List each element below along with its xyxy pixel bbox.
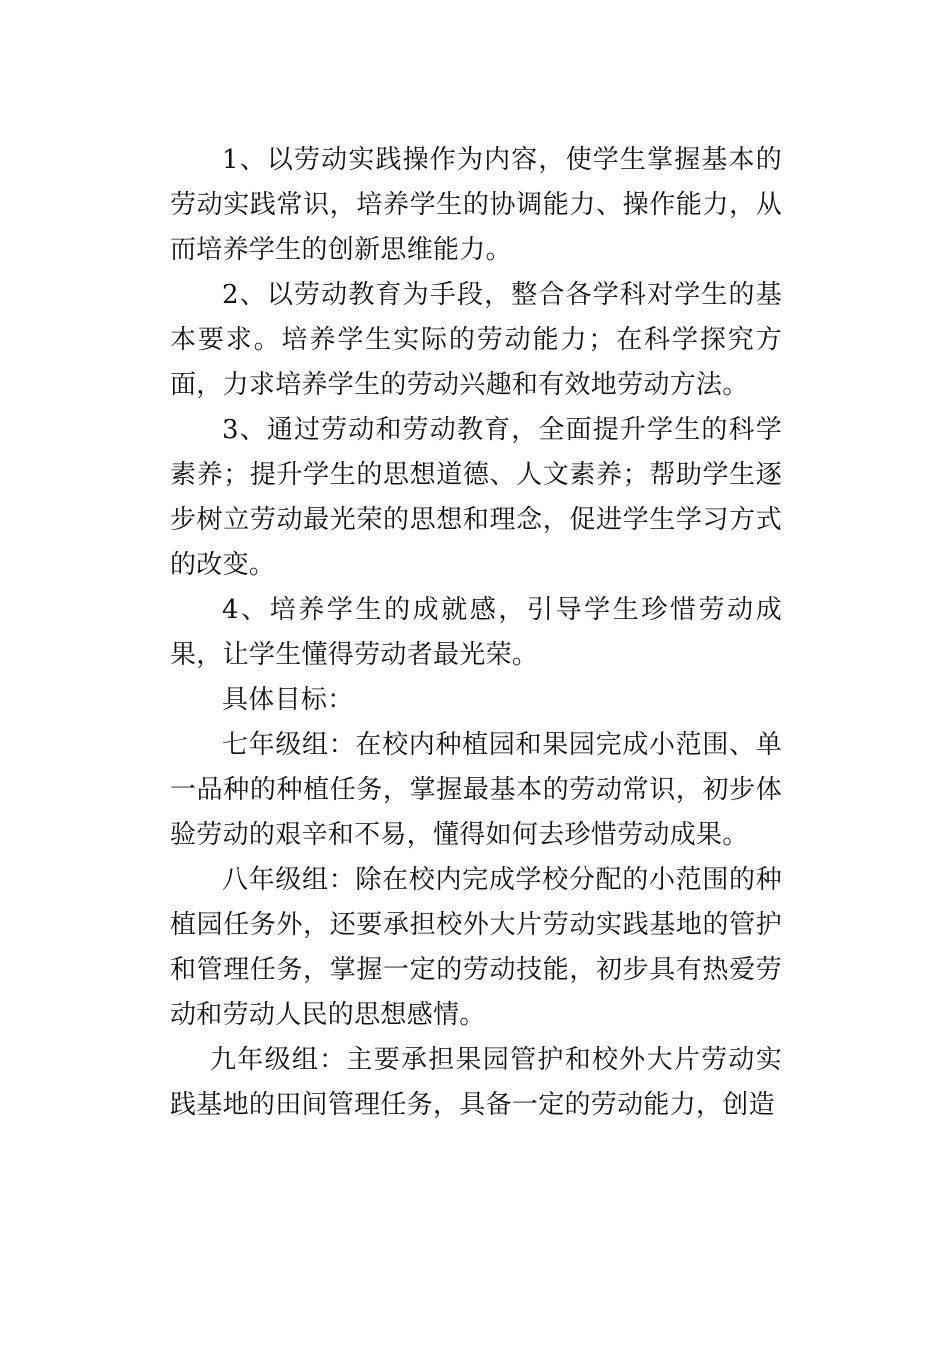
goal-paragraph-3: 3、通过劳动和劳动教育，全面提升学生的科学素养；提升学生的思想道德、人文素养；帮助学生逐步树立劳动最光荣的思想和理念，促进学生学习方式的改变。: [170, 415, 782, 580]
grade-9-paragraph: 九年级组：主要承担果园管护和校外大片劳动实践基地的田间管理任务，具备一定的劳动能力，创造: [170, 1045, 782, 1120]
grade-8-paragraph: 八年级组：除在校内完成学校分配的小范围的种植园任务外，还要承担校外大片劳动实践基地的管护和管理任务，掌握一定的劳动技能，初步具有热爱劳动和劳动人民的思想感情。: [170, 865, 782, 1030]
goal-paragraph-1: 1、以劳动实践操作为内容，使学生掌握基本的劳动实践常识，培养学生的协调能力、操作能力，从而培养学生的创新思维能力。: [170, 145, 782, 265]
specific-goals-heading: 具体目标：: [222, 685, 354, 715]
goal-paragraph-2: 2、以劳动教育为手段，整合各学科对学生的基本要求。培养学生实际的劳动能力；在科学探究方面，力求培养学生的劳动兴趣和有效地劳动方法。: [170, 280, 782, 400]
goal-paragraph-4: 4、培养学生的成就感，引导学生珍惜劳动成果，让学生懂得劳动者最光荣。: [170, 595, 782, 670]
grade-7-paragraph: 七年级组：在校内种植园和果园完成小范围、单一品种的种植任务，掌握最基本的劳动常识，初步体验劳动的艰辛和不易，懂得如何去珍惜劳动成果。: [170, 730, 782, 850]
document-page: [170, 138, 782, 1128]
